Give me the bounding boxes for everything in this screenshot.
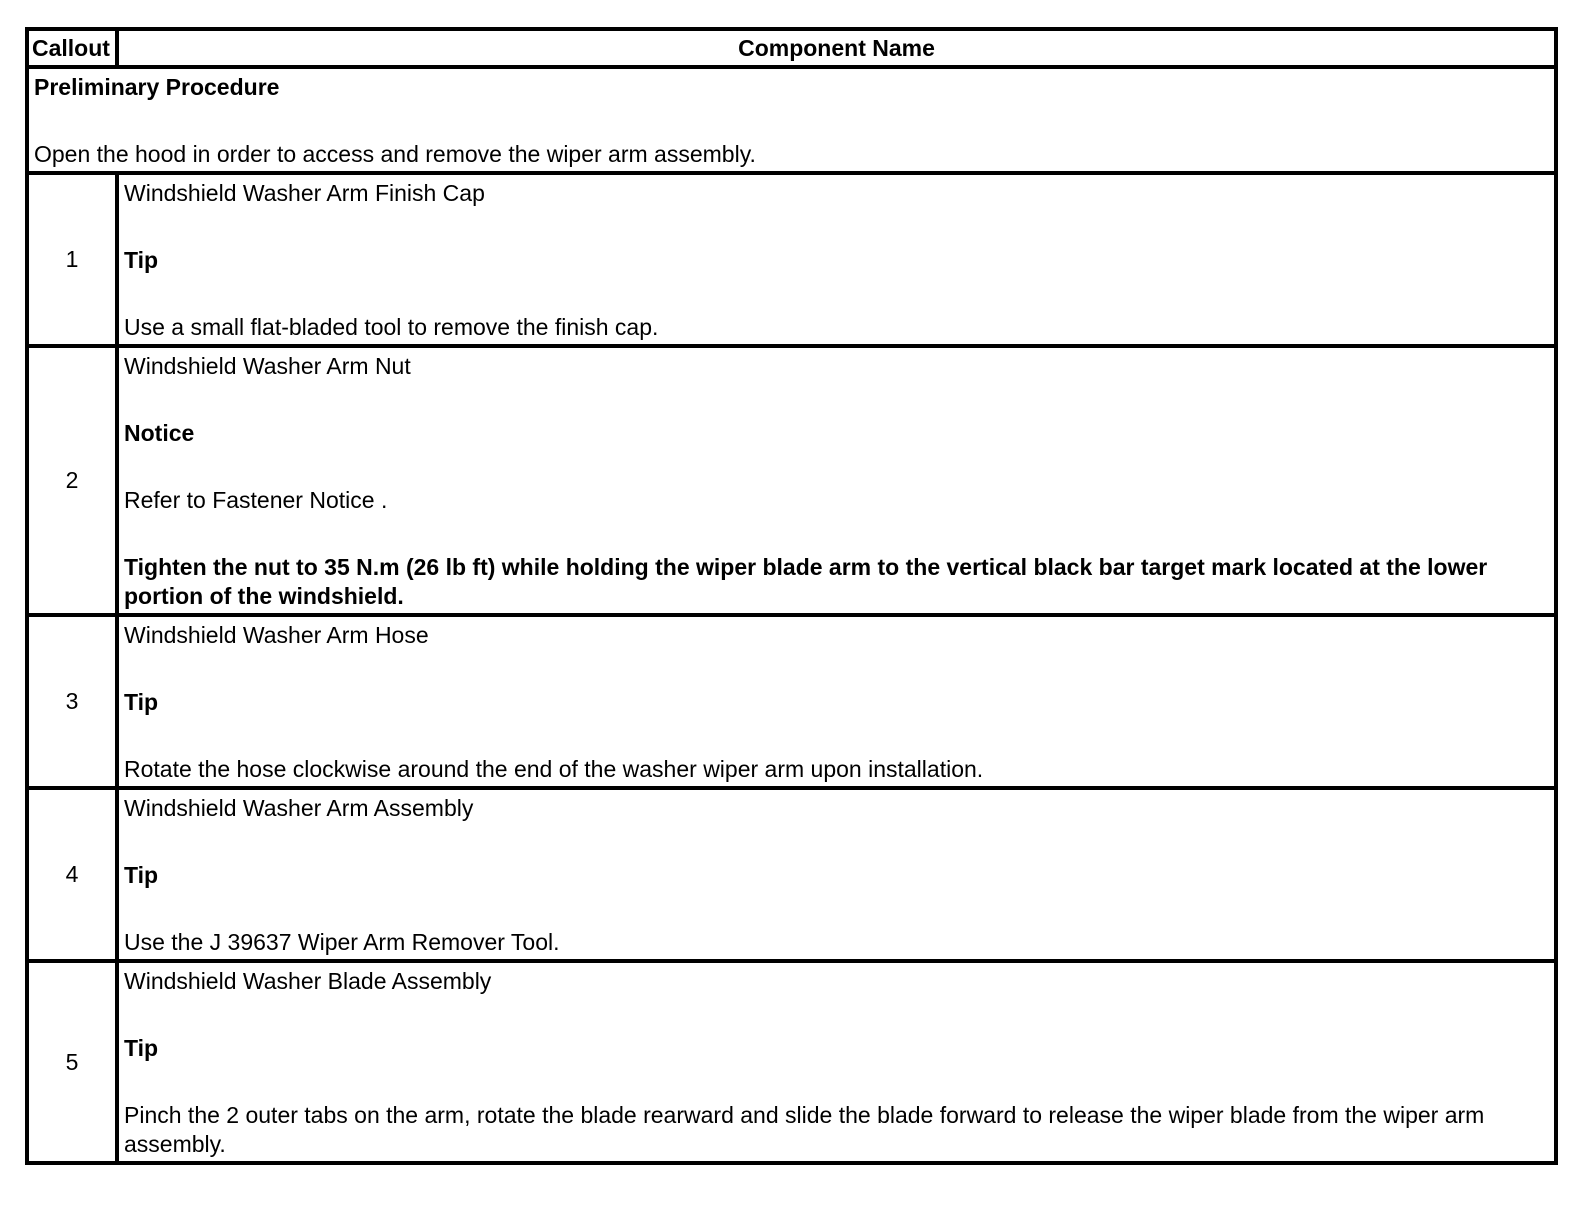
preliminary-procedure-text: Open the hood in order to access and remove the wiper arm assembly. xyxy=(34,141,756,167)
tip-label: Tip xyxy=(124,862,159,888)
component-cell xyxy=(117,788,1556,961)
component-name: Windshield Washer Arm Assembly xyxy=(124,795,474,821)
torque-specification-text: Tighten the nut to 35 N.m (26 lb ft) while holding the wiper blade arm to the vertical black bar target mark located at the lower portion of the windshield. xyxy=(124,554,1488,609)
tip-text: Pinch the 2 outer tabs on the arm, rotate the blade rearward and slide the blade forward to release the wiper blade from the wiper arm assembly. xyxy=(124,1102,1485,1157)
component-cell xyxy=(117,615,1556,788)
tip-text: Rotate the hose clockwise around the end of the washer wiper arm upon installation. xyxy=(124,756,984,782)
table-row xyxy=(27,788,1556,961)
component-name-column-header: Component Name xyxy=(117,29,1556,67)
component-cell xyxy=(117,961,1556,1163)
procedure-table xyxy=(25,27,1558,1165)
tip-label: Tip xyxy=(124,247,159,273)
tip-label: Tip xyxy=(124,1035,159,1061)
component-cell xyxy=(117,173,1556,346)
table-row xyxy=(27,961,1556,1163)
tip-label: Tip xyxy=(124,689,159,715)
preliminary-procedure-row xyxy=(27,67,1556,173)
component-name: Windshield Washer Arm Hose xyxy=(124,622,429,648)
callout-number: 4 xyxy=(27,788,117,961)
callout-number: 1 xyxy=(27,173,117,346)
table-row xyxy=(27,615,1556,788)
callout-column-header: Callout xyxy=(27,29,117,67)
notice-label: Notice xyxy=(124,420,195,446)
tip-text: Use a small flat-bladed tool to remove the finish cap. xyxy=(124,314,659,340)
component-cell xyxy=(117,346,1556,615)
component-name: Windshield Washer Arm Finish Cap xyxy=(124,180,485,206)
callout-number: 2 xyxy=(27,346,117,615)
component-name: Windshield Washer Arm Nut xyxy=(124,353,411,379)
component-name: Windshield Washer Blade Assembly xyxy=(124,968,492,994)
notice-text: Refer to Fastener Notice . xyxy=(124,487,388,513)
table-row xyxy=(27,173,1556,346)
callout-number: 5 xyxy=(27,961,117,1163)
table-row xyxy=(27,346,1556,615)
tip-text: Use the J 39637 Wiper Arm Remover Tool. xyxy=(124,929,560,955)
preliminary-procedure-cell xyxy=(27,67,1556,173)
preliminary-procedure-title: Preliminary Procedure xyxy=(34,74,280,100)
table-header-row xyxy=(27,29,1556,67)
callout-number: 3 xyxy=(27,615,117,788)
